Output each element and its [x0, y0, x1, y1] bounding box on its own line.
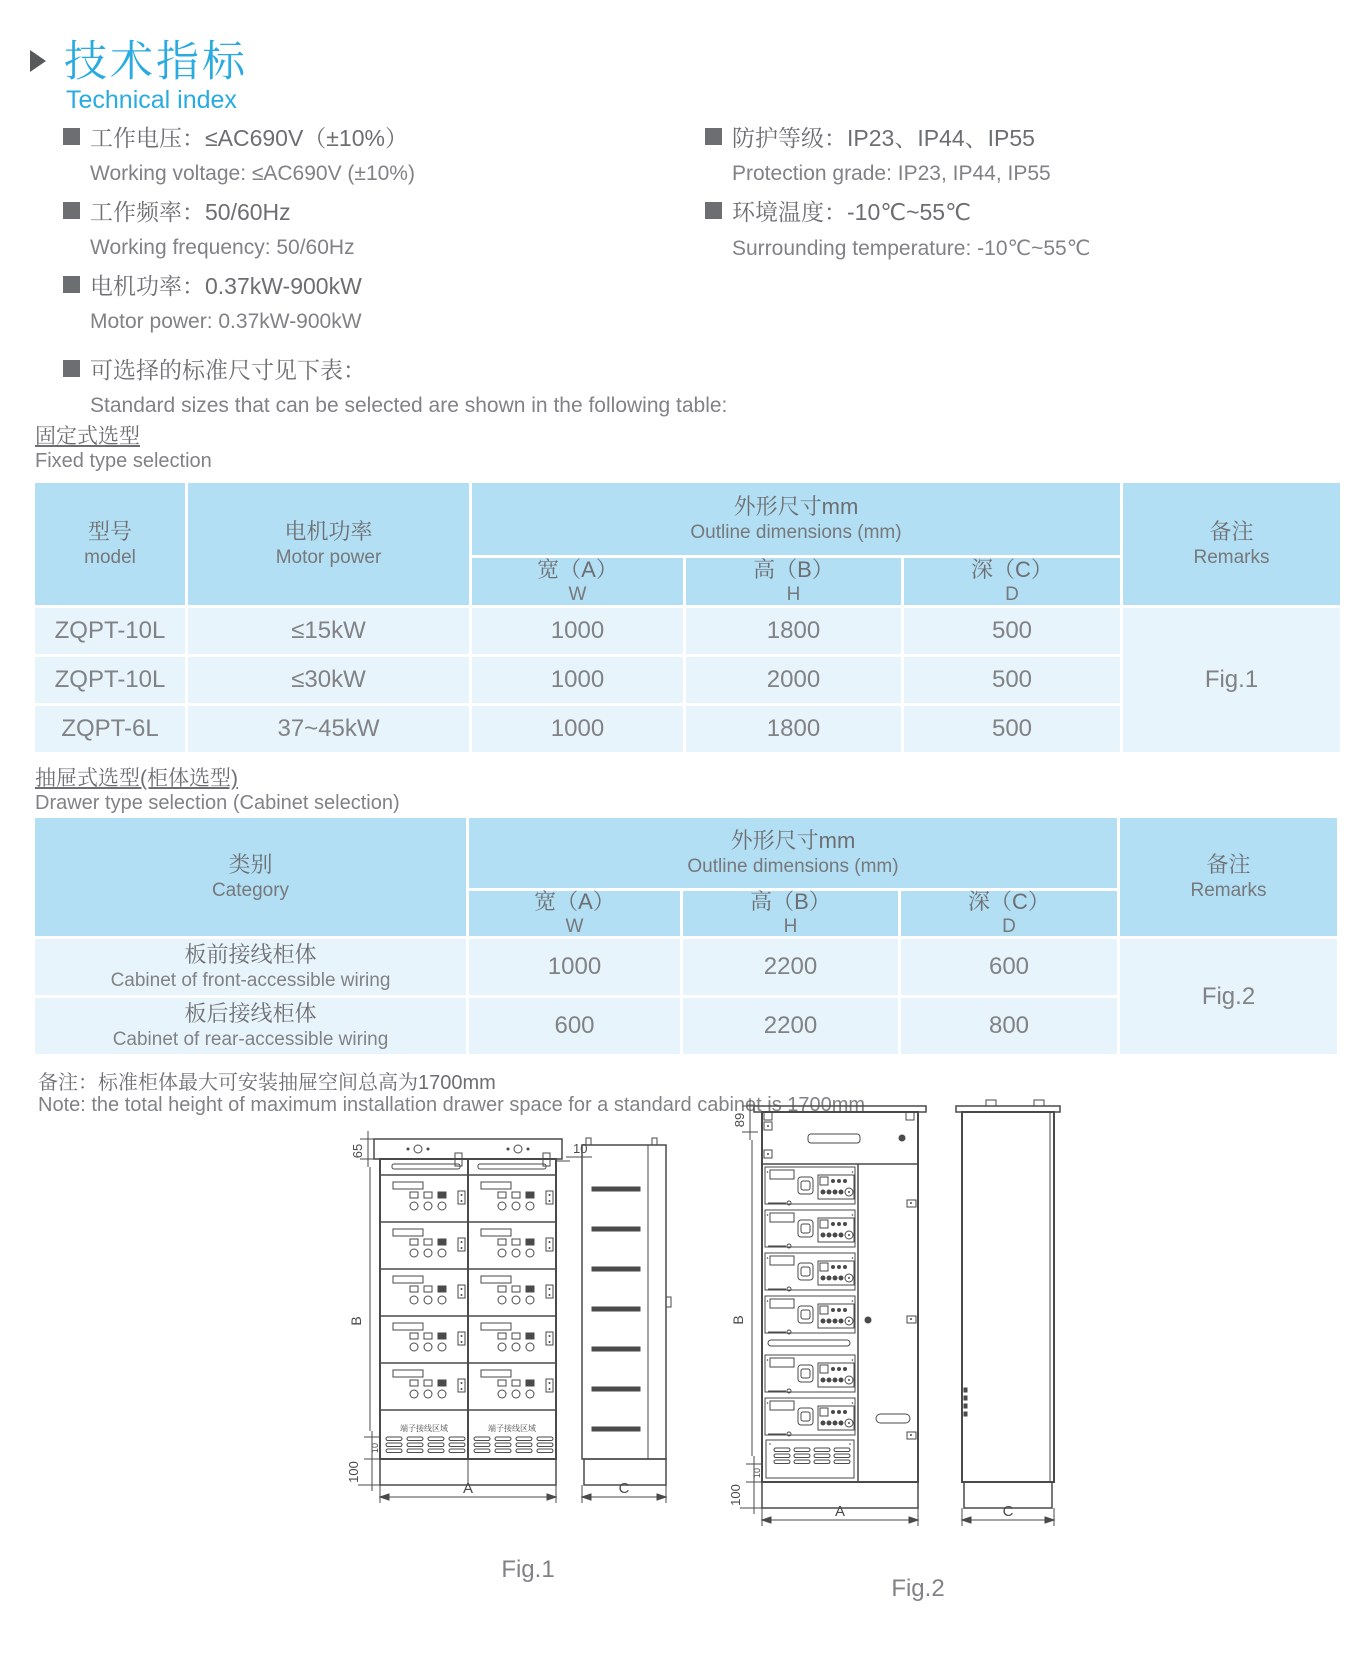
note-en: Note: the total height of maximum installation drawer space for a standard cabinet is 1700mm: [38, 1094, 866, 1116]
spec-motor-power: [63, 268, 362, 334]
spec-en: Standard sizes that can be selected are shown in the following table:: [90, 394, 728, 417]
table-cell-h: 1800: [686, 706, 901, 752]
col-header-power: 电机功率 Motor power: [188, 483, 469, 605]
fig1-dim-top-right: 10: [573, 1141, 588, 1156]
col-header-width: 宽（A） W: [469, 891, 680, 936]
bullet-square-icon: [705, 202, 722, 219]
spec-protection-grade: [705, 120, 1051, 186]
spec-zh: 工作频率：50/60Hz: [90, 199, 291, 225]
col-header-outline: 外形尺寸mm Outline dimensions (mm): [469, 818, 1117, 888]
col-header-remarks: 备注 Remarks: [1123, 483, 1340, 605]
spec-en: Surrounding temperature: -10℃~55℃: [732, 237, 1091, 260]
table-cell-w: 1000: [472, 657, 683, 703]
fig1-dim-top: 65: [350, 1143, 365, 1159]
fig1-dim-base-inner: 10: [370, 1442, 380, 1454]
table-cell-model: ZQPT-6L: [35, 706, 185, 752]
fig1-panel-label: 端子接线区域: [400, 1424, 448, 1433]
fig2-side-view: [956, 1100, 1060, 1508]
fig1-drawing: [330, 1125, 680, 1600]
table-cell-w: 600: [469, 998, 680, 1054]
drawer-section-title-en: Drawer type selection (Cabinet selection): [35, 792, 400, 814]
spec-working-frequency: [63, 194, 355, 260]
spec-en: Working frequency: 50/60Hz: [90, 236, 355, 259]
col-header-depth: 深（C） D: [901, 891, 1117, 936]
fig2-dim-top: 89: [732, 1112, 747, 1128]
table-cell-h: 2200: [683, 939, 898, 995]
spec-zh: 可选择的标准尺寸见下表：: [90, 357, 366, 383]
table-cell-model: ZQPT-10L: [35, 608, 185, 654]
table-cell-power: 37~45kW: [188, 706, 469, 752]
table-cell-category: 板前接线柜体 Cabinet of front-accessible wiring: [35, 939, 466, 995]
fig2-dim-base-inner: 10: [752, 1467, 762, 1479]
fig1-dim-width: A: [462, 1480, 474, 1497]
fig2-dim-depth: C: [1002, 1503, 1014, 1520]
fig1-dim-height: B: [348, 1316, 364, 1326]
table-cell-h: 2200: [683, 998, 898, 1054]
table-cell-d: 500: [904, 706, 1120, 752]
fig2-dim-height: B: [730, 1315, 746, 1325]
table-cell-d: 500: [904, 657, 1120, 703]
fig2-caption: Fig.2: [891, 1575, 945, 1602]
col-header-height: 高（B） H: [686, 558, 901, 605]
spec-working-voltage: [63, 120, 415, 186]
bullet-square-icon: [63, 128, 80, 145]
table-cell-model: ZQPT-10L: [35, 657, 185, 703]
spec-zh: 工作电压：≤AC690V（±10%）: [90, 125, 408, 151]
table-cell-w: 1000: [472, 706, 683, 752]
col-header-height: 高（B） H: [683, 891, 898, 936]
table-cell-power: ≤30kW: [188, 657, 469, 703]
table-cell-w: 1000: [469, 939, 680, 995]
fixed-table: [35, 483, 1325, 752]
fig2-drawing: [690, 1088, 1070, 1618]
fig1-caption: Fig.1: [501, 1556, 555, 1583]
table-cell-d: 600: [901, 939, 1117, 995]
page-subtitle: Technical index: [66, 86, 237, 114]
col-header-category: 类别 Category: [35, 818, 466, 936]
fig2-dimensions: [728, 1098, 1054, 1526]
bullet-square-icon: [63, 202, 80, 219]
col-header-depth: 深（C） D: [904, 558, 1120, 605]
fixed-section-title-en: Fixed type selection: [35, 450, 212, 472]
fig1-side-view: [582, 1138, 671, 1485]
col-header-model: 型号 model: [35, 483, 185, 605]
fig2-front-view: [754, 1106, 926, 1508]
drawer-section-title-zh: 抽屉式选型(柜体选型): [35, 767, 238, 790]
table-cell-remark: Fig.1: [1123, 608, 1340, 752]
spec-en: Protection grade: IP23, IP44, IP55: [732, 162, 1051, 185]
fig2-dim-width: A: [834, 1503, 846, 1520]
col-header-width: 宽（A） W: [472, 558, 683, 605]
bullet-square-icon: [705, 128, 722, 145]
spec-standard-sizes: [63, 352, 727, 418]
page-title: 技术指标: [64, 38, 248, 86]
spec-surrounding-temperature: [705, 194, 1090, 261]
table-cell-w: 1000: [472, 608, 683, 654]
col-header-remarks: 备注 Remarks: [1120, 818, 1337, 936]
section-arrow-icon: [30, 50, 46, 72]
table-cell-category: 板后接线柜体 Cabinet of rear-accessible wiring: [35, 998, 466, 1054]
bullet-square-icon: [63, 276, 80, 293]
spec-en: Working voltage: ≤AC690V (±10%): [90, 162, 415, 185]
table-cell-h: 1800: [686, 608, 901, 654]
fig2-dim-base: 100: [728, 1484, 743, 1506]
fig1-front-view: [374, 1139, 562, 1485]
col-header-outline: 外形尺寸mm Outline dimensions (mm): [472, 483, 1120, 555]
spec-zh: 环境温度：-10℃~55℃: [732, 199, 971, 225]
fixed-section-title-zh: 固定式选型: [35, 425, 140, 448]
table-cell-h: 2000: [686, 657, 901, 703]
fig1-panel-label: 端子接线区域: [488, 1424, 536, 1433]
fig1-dim-depth: C: [618, 1480, 630, 1497]
drawer-table: [35, 818, 1325, 1054]
fig1-dim-base: 100: [346, 1461, 361, 1483]
bullet-square-icon: [63, 360, 80, 377]
table-cell-d: 500: [904, 608, 1120, 654]
table-cell-remark: Fig.2: [1120, 939, 1337, 1054]
table-cell-d: 800: [901, 998, 1117, 1054]
note-zh: 备注：标准柜体最大可安装抽屉空间总高为1700mm: [38, 1072, 496, 1094]
spec-zh: 电机功率：0.37kW-900kW: [90, 273, 362, 299]
spec-zh: 防护等级：IP23、IP44、IP55: [732, 125, 1035, 151]
spec-en: Motor power: 0.37kW-900kW: [90, 310, 362, 333]
table-cell-power: ≤15kW: [188, 608, 469, 654]
